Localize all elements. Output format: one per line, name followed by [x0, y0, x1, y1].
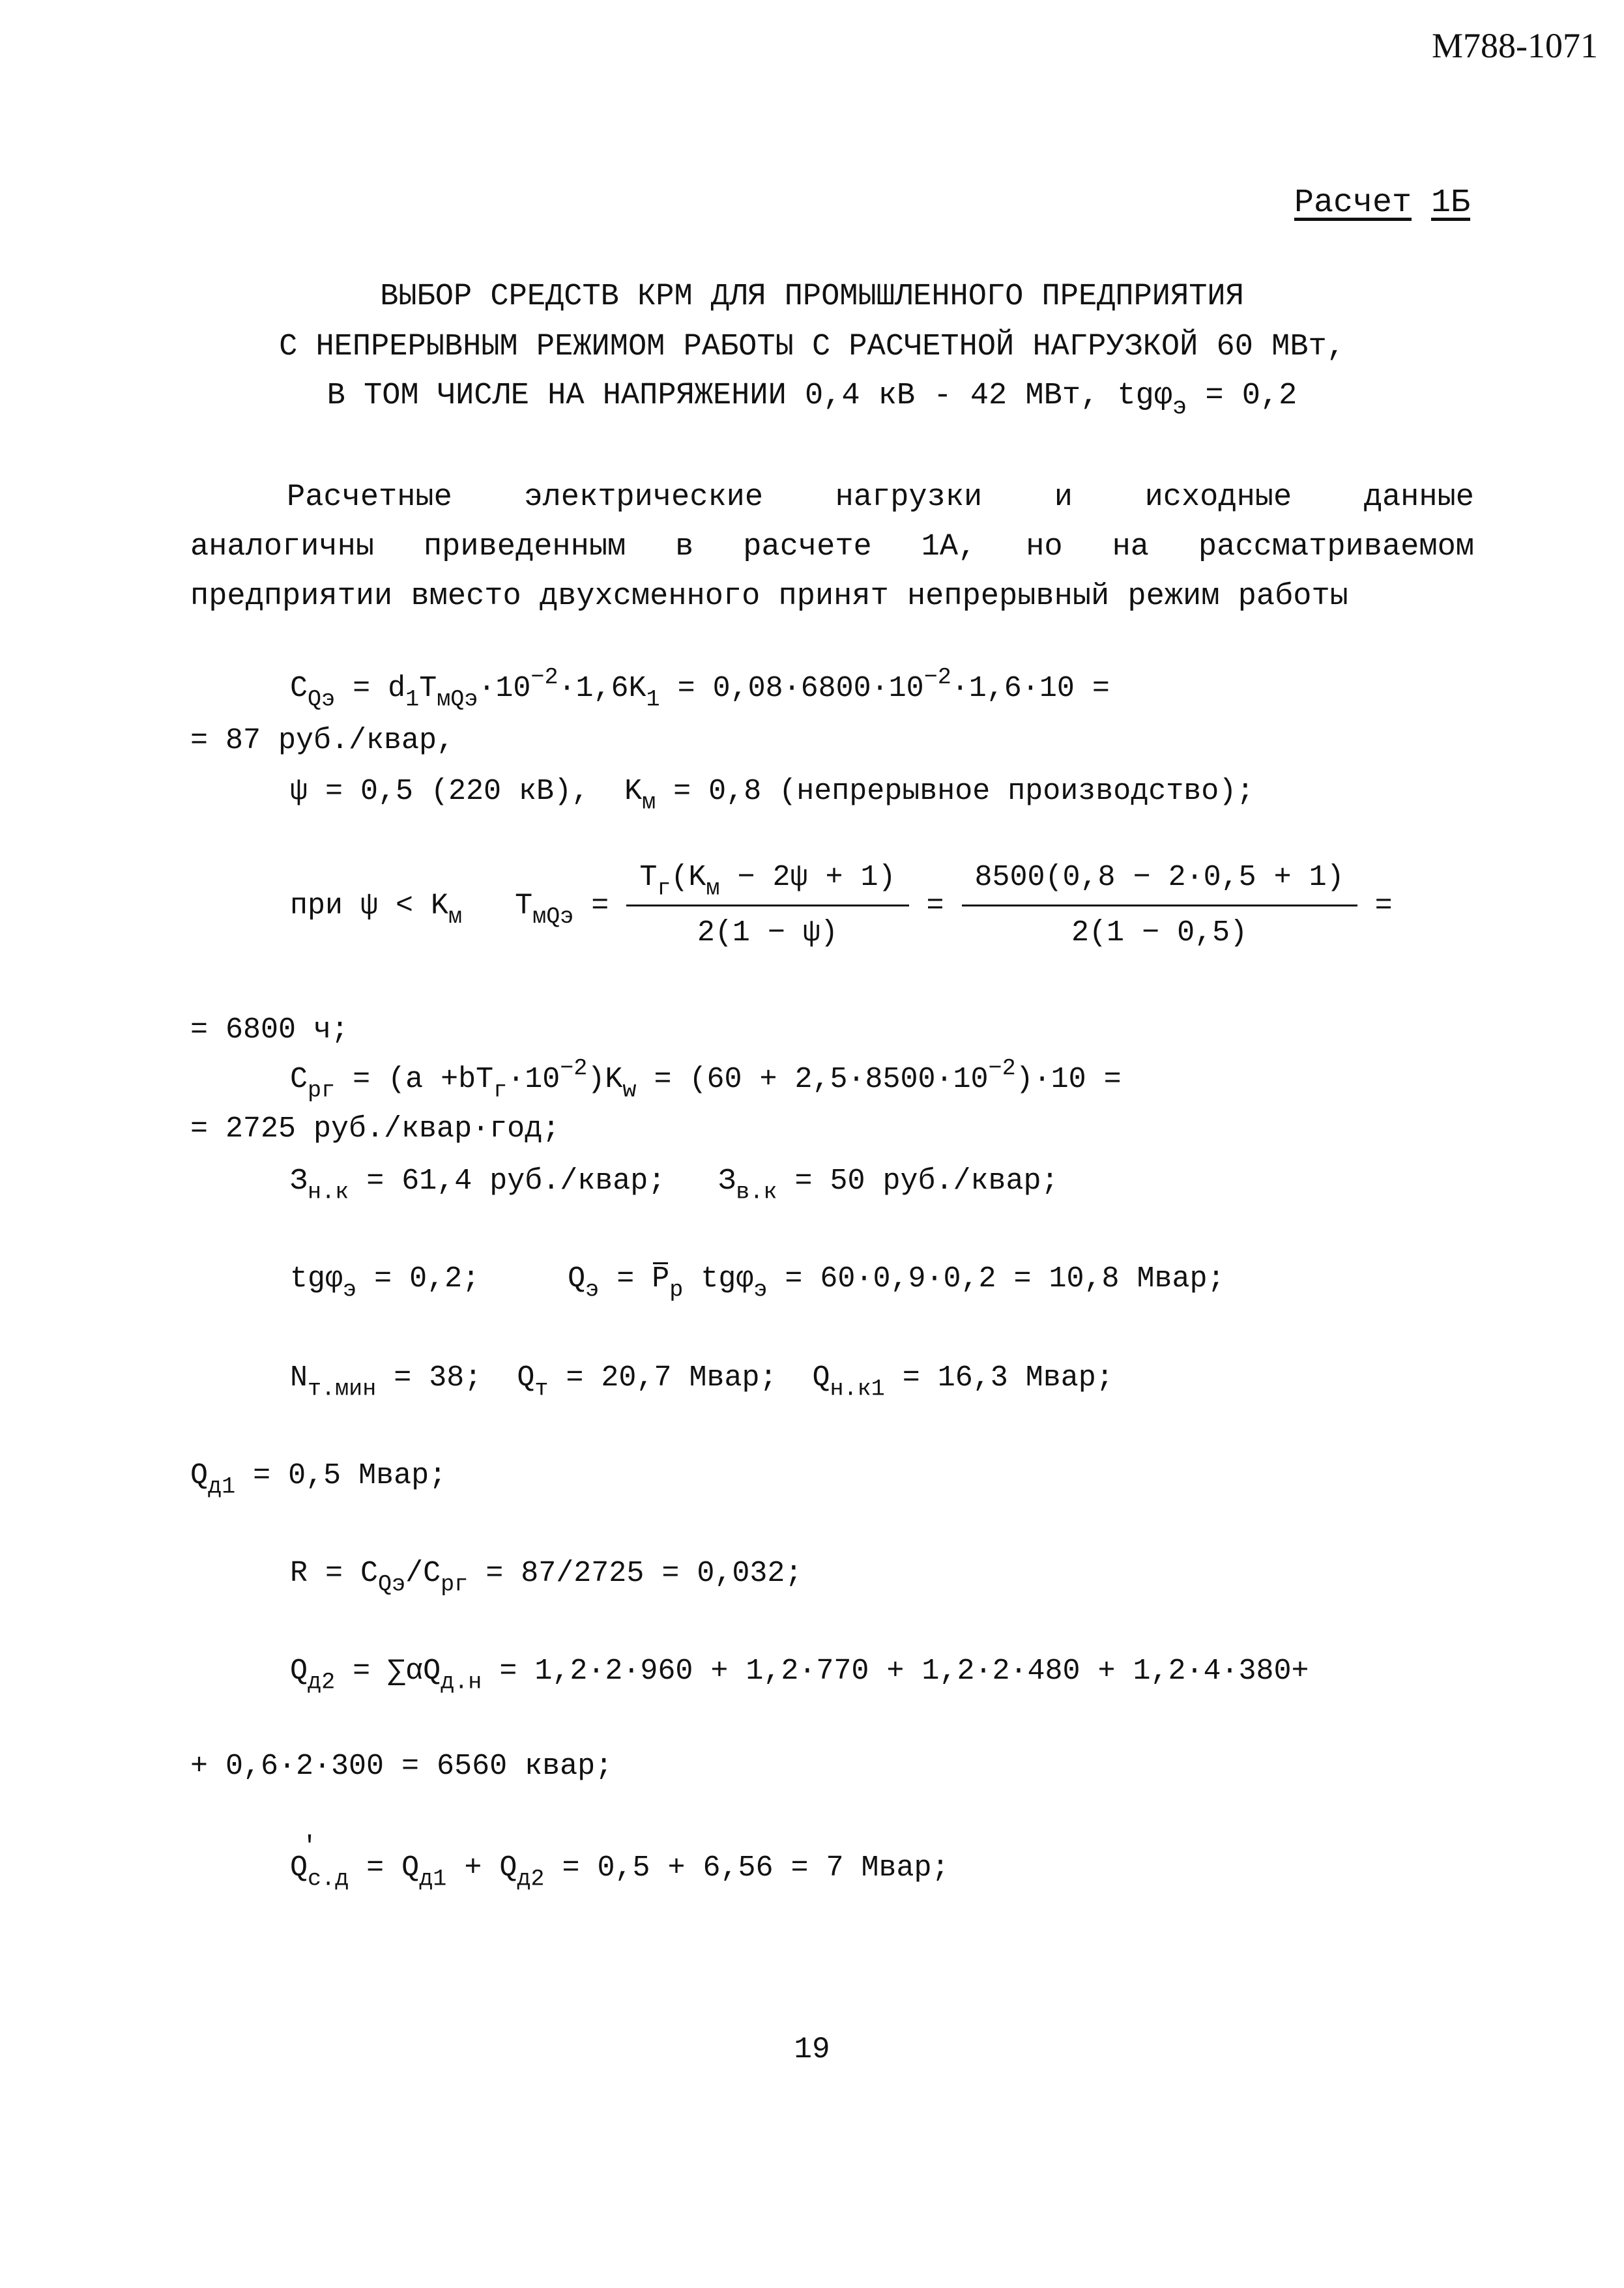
formula-z: $З_{н.к} = 61,4$ руб./квар; $З_{в.к} = 50$ руб./квар;	[290, 1165, 1059, 1206]
qt-value: = 20,7 Мвар;	[566, 1361, 777, 1395]
zvk-value: = 50 руб./квар;	[794, 1165, 1059, 1198]
qe-value: = 60·0,9·0,2 = 10,8 Мвар;	[785, 1262, 1225, 1296]
document-code: М788-1071	[1432, 26, 1598, 65]
formula-cqe: $C_{Qэ} = d_1T_{мQэ}\cdot 10^{-2}\cdot 1,6K_1 = 0,08\cdot 6800\cdot 10^{-2}\cdot 1,6\cdot 10$ =	[290, 664, 1110, 713]
intro-line-1: Расчетные электрические нагрузки и исходные данные	[287, 480, 1474, 515]
title-line-3-main: В ТОМ ЧИСЛЕ НА НАПРЯЖЕНИИ 0,4 кВ - 42 МВт,	[326, 379, 1099, 413]
qd1-value: = 0,5 Мвар;	[253, 1459, 447, 1492]
calculation-word: Расчет	[1294, 184, 1412, 222]
formula-r: $R = C_{Qэ}/C_{рг} = 87/2725 = 0,032$;	[290, 1557, 803, 1598]
formula-tmqe-result: = 6800 ч;	[190, 1013, 349, 1047]
formula-cqe-result: = 87 руб./квар,	[190, 724, 455, 757]
formula-crg: $C_{рг} = (a +bT_г\cdot 10^{-2})K_w = (60 + 2,5\cdot 8500\cdot 10^{-2})\cdot 10$ =	[290, 1055, 1122, 1104]
formula-qd2-cont: + 0,6·2·300 = 6560 квар;	[190, 1750, 613, 1783]
intro-line-2: аналогичны приведенным в расчете 1А, но на рассматриваемом	[190, 530, 1474, 564]
intro-line-3: предприятии вместо двухсменного принят непрерывный режим работы	[190, 579, 1348, 614]
km-text: = 0,8 (непрерывное производство);	[673, 775, 1254, 808]
psi-text: ψ = 0,5 (220 кВ),	[290, 775, 590, 808]
qnk1-value: = 16,3 Мвар;	[902, 1361, 1114, 1395]
formula-psi-km: ψ = 0,5 (220 кВ), $K_м = 0,8$ (непрерывное производство);	[290, 775, 1254, 816]
formula-tmqe: при $\psi < K_м$ $T_{мQэ}$ = $\frac{T_г(K_м - 2\psi + 1)}{2(1 - \psi)}$ = $\frac{8500(0,8 - 2\cdot 0,5 + 1)}{2(1 - 0,5)}$ =	[290, 861, 1393, 949]
title-line-1: ВЫБОР СРЕДСТВ КРМ ДЛЯ ПРОМЫШЛЕННОГО ПРЕДПРИЯТИЯ	[380, 280, 1244, 314]
formula-tg-qe: tgφ$_э$ = 0,2; $Q_э = P_р$ tgφ$_э$ = 60·0,9·0,2 = 10,8 Мвар;	[290, 1262, 1225, 1303]
fraction-general: $\frac{T_г(K_м - 2\psi + 1)}{2(1 - \psi)}$	[626, 860, 908, 951]
formula-qsd: ′ $Q_{с.д} = Q_{д1} + Q_{д2} = 0,5 + 6,56 = 7$ Мвар;	[290, 1851, 950, 1886]
tg-value: = 0,2;	[374, 1262, 480, 1296]
znk-value: = 61,4 руб./квар;	[366, 1165, 666, 1198]
title-tg-sub: э	[1172, 394, 1187, 422]
formula-qd1: $Q_{д1} = 0,5$ Мвар;	[190, 1459, 447, 1500]
when-psi-text: при ψ < K	[290, 889, 449, 923]
formula-crg-result: = 2725 руб./квар·год;	[190, 1112, 560, 1146]
title-line-2: С НЕПРЕРЫВНЫМ РЕЖИМОМ РАБОТЫ С РАСЧЕТНОЙ НАГРУЗКОЙ 60 МВт,	[279, 330, 1345, 364]
qd2-value: = 1,2·2·960 + 1,2·770 + 1,2·2·480 + 1,2·4·380+	[499, 1655, 1309, 1688]
page-number: 19	[794, 2033, 830, 2066]
title-tg-phi: tgφ	[1117, 379, 1173, 413]
title-tg-value: = 0,2	[1205, 379, 1298, 413]
fraction-numeric: $\frac{8500(0,8 - 2\cdot 0,5 + 1)}{2(1 - 0,5)}$	[962, 860, 1357, 951]
calculation-number: 1Б	[1430, 184, 1470, 222]
calculation-label	[1294, 184, 1470, 223]
ntmin-value: = 38;	[394, 1361, 482, 1395]
r-value: = 87/2725 = 0,032;	[486, 1557, 803, 1590]
formula-qd2: $Q_{д2} = \sum\alpha Q_{д.н} = 1,2\cdot 2\cdot 960 + 1,2\cdot 770 + 1,2\cdot 2\cdot 480 + 1,2\cdot 4\cdot 380+$	[290, 1655, 1309, 1696]
title-line-3	[0, 378, 1624, 422]
formula-n-q: $N_{т.мин} = 38$; $Q_т = 20,7$ Мвар; $Q_{н.к1} = 16,3$ Мвар;	[290, 1361, 1114, 1402]
qsd-value: = 0,5 + 6,56 = 7 Мвар;	[562, 1851, 950, 1885]
